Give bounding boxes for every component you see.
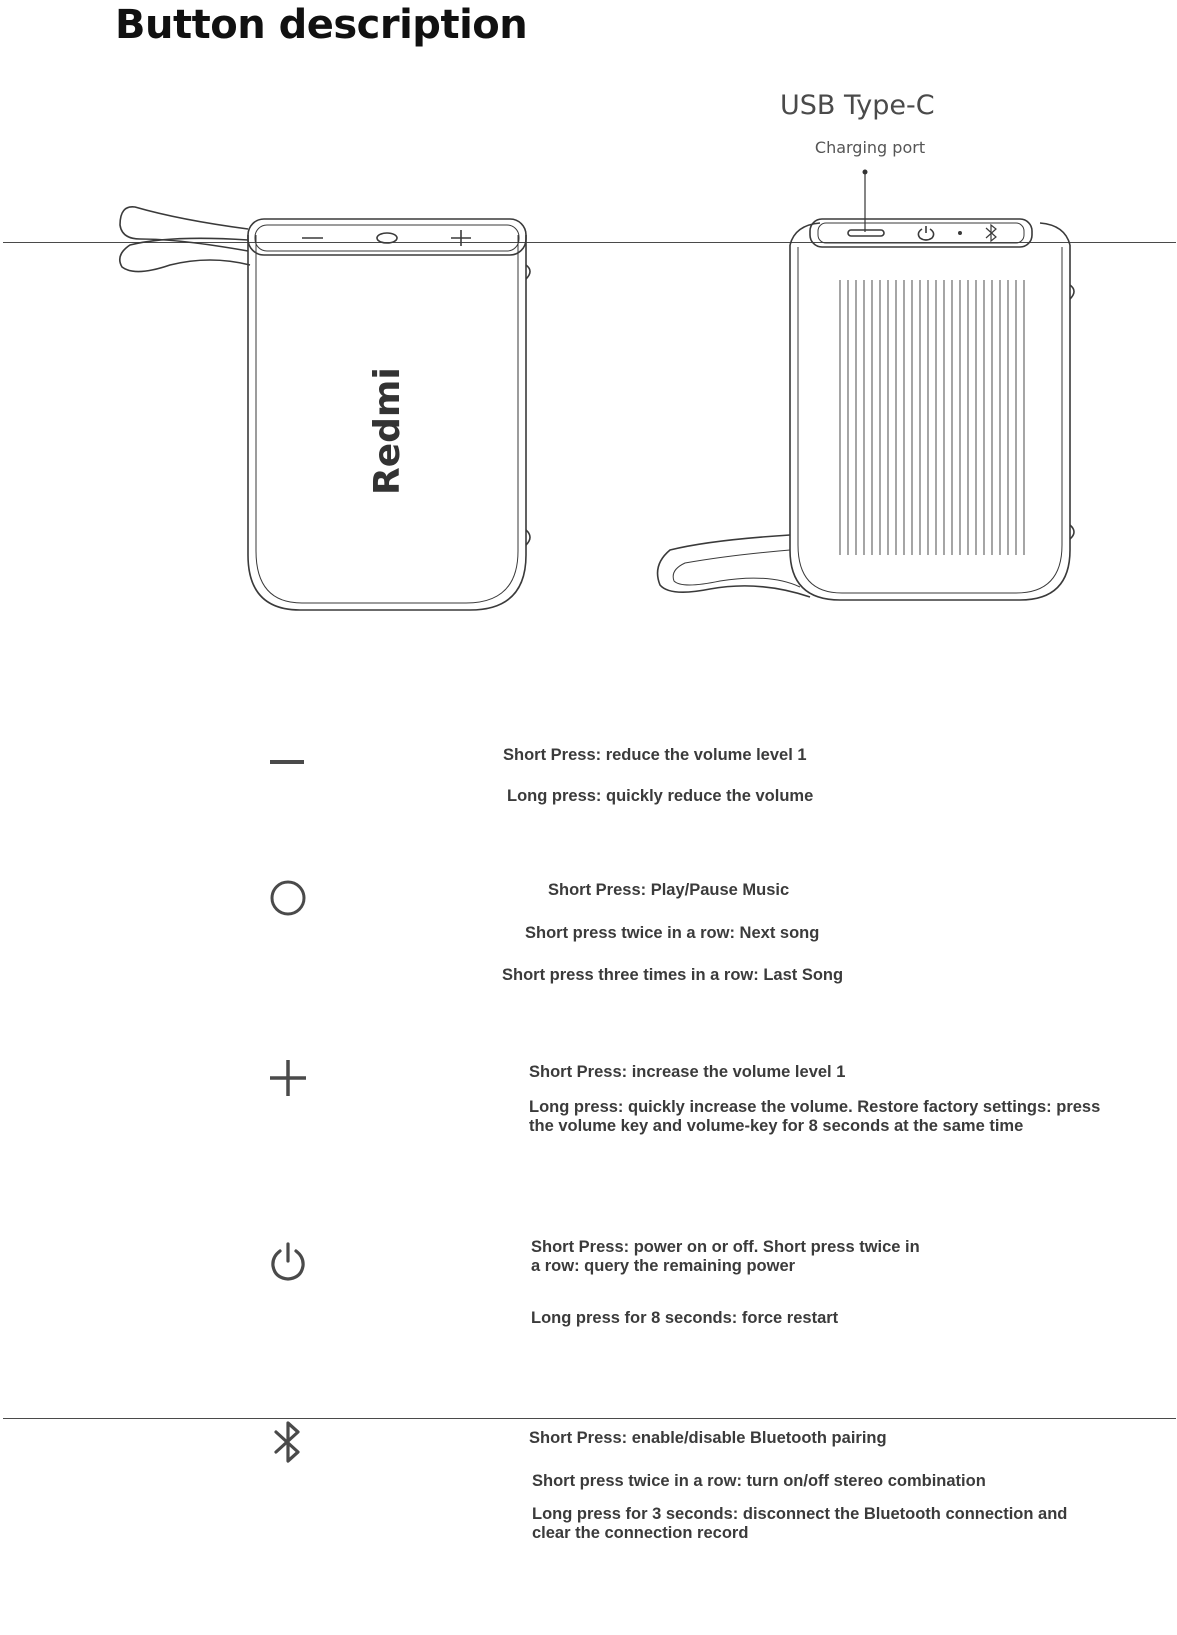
circle-short-press-text: Short Press: Play/Pause Music [548,881,790,899]
brand-logo: Redmi [367,367,408,495]
circle-twice-text: Short press twice in a row: Next song [525,924,820,942]
bluetooth-long-press-text: Long press for 3 seconds: disconnect the Bluetooth connection and clear the connection record [532,1505,1068,1542]
usb-type-c-label: USB Type-C [780,90,935,121]
minus-short-press-text: Short Press: reduce the volume level 1 [503,746,807,764]
minus-icon [266,740,310,784]
power-long-press-text: Long press for 8 seconds: force restart [531,1309,839,1327]
power-short-press-text: Short Press: power on or off. Short press twice in a row: query the remaining power [531,1238,920,1275]
speaker-back-illustration [650,205,1100,635]
bluetooth-icon [266,1420,310,1464]
speaker-front-illustration [110,195,550,625]
plus-icon [266,1056,310,1100]
circle-icon [266,876,310,920]
power-icon [266,1240,310,1284]
circle-three-times-text: Short press three times in a row: Last Song [502,966,844,984]
bluetooth-short-press-text: Short Press: enable/disable Bluetooth pairing [529,1429,887,1447]
bottom-divider [3,1418,1176,1419]
plus-short-press-text: Short Press: increase the volume level 1 [529,1063,846,1081]
minus-long-press-text: Long press: quickly reduce the volume [507,787,814,805]
page-title: Button description [115,2,528,48]
plus-long-press-text: Long press: quickly increase the volume. Restore factory settings: press the volume key and volume-key for 8 seconds at the same time [529,1098,1101,1135]
bluetooth-twice-text: Short press twice in a row: turn on/off stereo combination [532,1472,986,1490]
charging-port-label: Charging port [814,138,926,157]
